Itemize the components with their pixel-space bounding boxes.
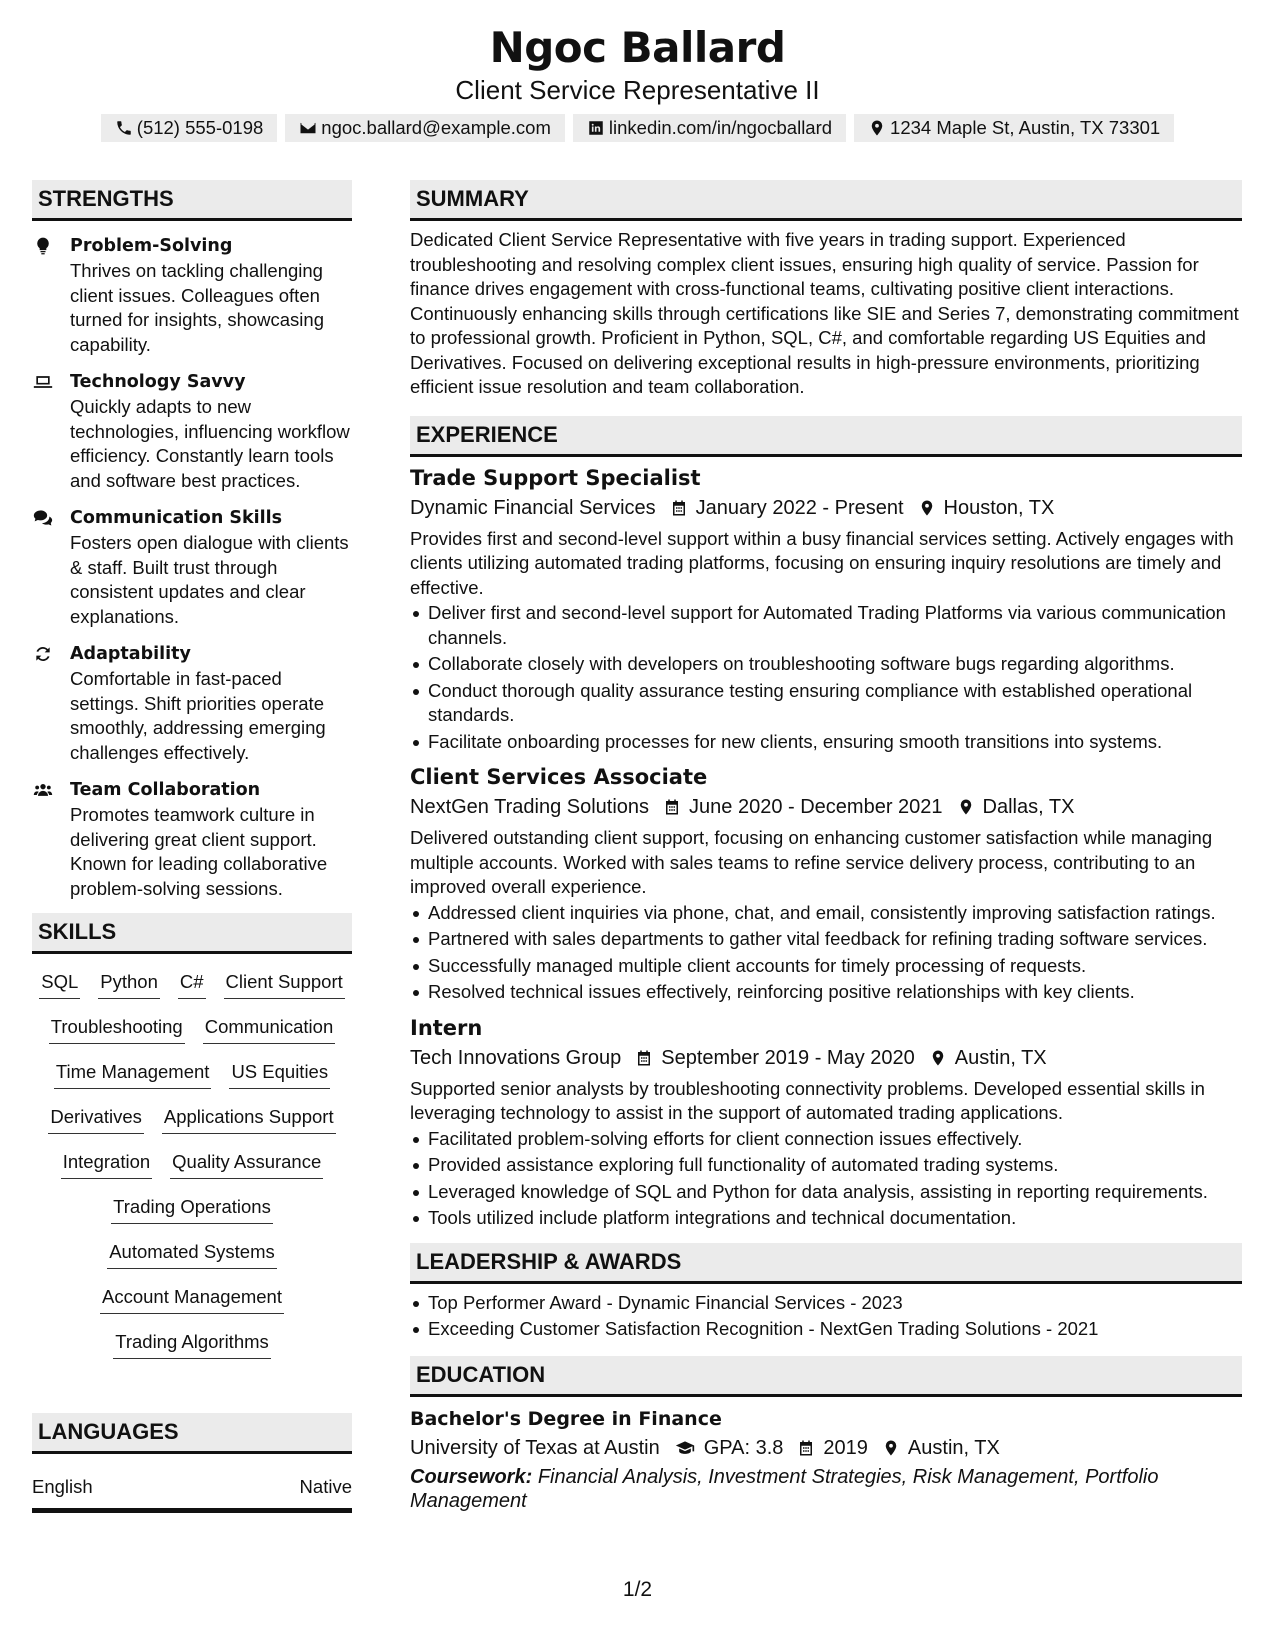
job-entry bbox=[410, 463, 1242, 755]
job-dates: September 2019 - May 2020 bbox=[661, 1046, 915, 1069]
job-title: Client Services Associate bbox=[410, 765, 708, 789]
candidate-name: Ngoc Ballard bbox=[489, 23, 786, 72]
strength-description: Quickly adapts to new technologies, influencing workflow efficiency. Constantly learn tools and software best practices. bbox=[70, 396, 350, 491]
job-location: Dallas, TX bbox=[982, 796, 1075, 818]
job-company: Tech Innovations Group bbox=[410, 1046, 622, 1069]
skill-row bbox=[32, 1013, 352, 1058]
skill-tag: US Equities bbox=[229, 1058, 330, 1089]
job-bullets bbox=[410, 901, 1242, 1005]
job-company: NextGen Trading Solutions bbox=[410, 796, 650, 818]
strength-title: Communication Skills bbox=[70, 508, 283, 528]
education-year: 2019 bbox=[823, 1436, 868, 1459]
education-school: University of Texas at Austin bbox=[410, 1436, 660, 1459]
list-item: Successfully managed multiple client accounts for timely processing of requests. bbox=[410, 954, 1242, 979]
strength-description: Fosters open dialogue with clients & staff. Built trust through consistent updates and clear explanations. bbox=[70, 532, 349, 627]
job-meta bbox=[410, 493, 1242, 523]
strength-item bbox=[32, 505, 352, 629]
map-pin-icon bbox=[868, 119, 886, 137]
job-meta bbox=[410, 792, 1242, 822]
skill-row bbox=[32, 1058, 352, 1103]
left-column bbox=[32, 180, 352, 1513]
skills-list bbox=[32, 968, 352, 1373]
sync-icon bbox=[32, 644, 54, 664]
list-item: Facilitated problem-solving efforts for client connection issues effectively. bbox=[410, 1127, 1242, 1152]
strength-title: Team Collaboration bbox=[70, 780, 261, 800]
users-icon bbox=[32, 780, 54, 800]
skill-tag: C# bbox=[178, 968, 206, 999]
job-description: Delivered outstanding client support, focusing on enhancing customer satisfaction while managing multiple accounts. Worked with sales teams to refine service delivery process, contributing to an improved overall experience. bbox=[410, 827, 1213, 897]
skill-tag: Troubleshooting bbox=[49, 1013, 185, 1044]
laptop-icon bbox=[32, 372, 54, 392]
skill-tag: Automated Systems bbox=[107, 1238, 277, 1269]
resume-header bbox=[0, 0, 1275, 142]
list-item: Leveraged knowledge of SQL and Python for data analysis, assisting in reporting requirements. bbox=[410, 1180, 1242, 1205]
skill-tag: Python bbox=[98, 968, 160, 999]
strength-title: Technology Savvy bbox=[70, 372, 246, 392]
list-item: Addressed client inquiries via phone, chat, and email, consistently improving satisfaction ratings. bbox=[410, 901, 1242, 926]
language-name: English bbox=[32, 1476, 93, 1497]
awards-list bbox=[410, 1291, 1242, 1342]
strength-item bbox=[32, 369, 352, 493]
skill-row bbox=[32, 1283, 352, 1328]
strengths-heading: STRENGTHS bbox=[32, 180, 352, 221]
list-item: Exceeding Customer Satisfaction Recognition - NextGen Trading Solutions - 2021 bbox=[410, 1317, 1242, 1342]
education-meta bbox=[410, 1433, 1242, 1463]
strength-description: Promotes teamwork culture in delivering great client support. Known for leading collaborative problem-solving sessions. bbox=[70, 804, 328, 899]
skill-row bbox=[32, 1193, 352, 1238]
skill-tag: Account Management bbox=[100, 1283, 284, 1314]
list-item: Resolved technical issues effectively, reinforcing positive relationships with key clients. bbox=[410, 980, 1242, 1005]
strength-description: Comfortable in fast-paced settings. Shift priorities operate smoothly, addressing emerging challenges effectively. bbox=[70, 668, 326, 763]
education-heading: EDUCATION bbox=[410, 1356, 1242, 1397]
language-item bbox=[32, 1476, 352, 1513]
skill-tag: SQL bbox=[39, 968, 80, 999]
strength-item bbox=[32, 233, 352, 357]
map-pin-icon bbox=[918, 498, 936, 518]
job-title: Trade Support Specialist bbox=[410, 465, 701, 490]
list-item: Top Performer Award - Dynamic Financial Services - 2023 bbox=[410, 1291, 1242, 1316]
graduation-cap-icon bbox=[674, 1438, 696, 1458]
job-description: Supported senior analysts by troubleshooting connectivity problems. Developed essential skills in leveraging technology to assist in the support of automated trading applications. bbox=[410, 1077, 1205, 1123]
job-entry bbox=[410, 762, 1242, 1005]
contact-address bbox=[854, 114, 1174, 142]
languages-section bbox=[32, 1413, 352, 1513]
skill-tag: Trading Operations bbox=[111, 1193, 273, 1224]
job-bullets bbox=[410, 601, 1242, 754]
job-dates: June 2020 - December 2021 bbox=[689, 796, 943, 818]
strength-item bbox=[32, 777, 352, 901]
languages-heading: LANGUAGES bbox=[32, 1413, 352, 1454]
skill-tag: Trading Algorithms bbox=[113, 1328, 271, 1359]
summary-text: Dedicated Client Service Representative with five years in trading support. Experienced troubleshooting and resolving complex client issues, ensuring high quality of service. Passion for finance drives engagement with cross-functional teams, cultivating positive client interactions. Continuously enhancing skills through certifications like SIE and Series 7, demonstrating commitment to professional growth. Proficient in Python, SQL, C#, and comfortable regarding US Equities and Derivatives. Focused on delivering exceptional results in high-pressure environments, prioritizing efficient issue resolution and team collaboration. bbox=[410, 229, 1239, 397]
strengths-list bbox=[32, 233, 352, 901]
list-item: Partnered with sales departments to gather vital feedback for refining trading software services. bbox=[410, 927, 1242, 952]
map-pin-icon bbox=[957, 797, 975, 817]
calendar-icon bbox=[635, 1048, 653, 1068]
contact-linkedin-text: linkedin.com/in/ngocballard bbox=[608, 117, 833, 138]
calendar-icon bbox=[797, 1438, 815, 1458]
list-item: Tools utilized include platform integrations and technical documentation. bbox=[410, 1206, 1242, 1231]
education-coursework bbox=[410, 1465, 1242, 1514]
awards-heading: LEADERSHIP & AWARDS bbox=[410, 1243, 1242, 1284]
skill-row bbox=[32, 1238, 352, 1283]
contact-email-text: ngoc.ballard@example.com bbox=[321, 117, 551, 138]
strength-title: Adaptability bbox=[70, 644, 191, 664]
lightbulb-icon bbox=[32, 236, 54, 256]
education-gpa: GPA: 3.8 bbox=[703, 1436, 784, 1459]
linkedin-icon bbox=[587, 119, 605, 137]
experience-heading: EXPERIENCE bbox=[410, 416, 1242, 457]
calendar-icon bbox=[663, 797, 681, 817]
job-title: Intern bbox=[410, 1015, 483, 1040]
map-pin-icon bbox=[882, 1438, 900, 1458]
skill-tag: Time Management bbox=[54, 1058, 212, 1089]
calendar-icon bbox=[670, 498, 688, 518]
language-level: Native bbox=[299, 1476, 352, 1497]
job-entry bbox=[410, 1013, 1242, 1231]
job-company: Dynamic Financial Services bbox=[410, 496, 656, 519]
education-location: Austin, TX bbox=[907, 1436, 1000, 1459]
strength-description: Thrives on tackling challenging client issues. Colleagues often turned for insights, showcasing capability. bbox=[70, 260, 324, 355]
job-bullets bbox=[410, 1127, 1242, 1231]
envelope-icon bbox=[299, 119, 317, 137]
job-dates: January 2022 - Present bbox=[695, 496, 904, 519]
right-column bbox=[410, 180, 1242, 1514]
list-item: Facilitate onboarding processes for new clients, ensuring smooth transitions into systems. bbox=[410, 730, 1242, 755]
skill-tag: Derivatives bbox=[48, 1103, 144, 1134]
skill-tag: Quality Assurance bbox=[170, 1148, 323, 1179]
education-degree: Bachelor's Degree in Finance bbox=[410, 1407, 722, 1430]
skill-row bbox=[32, 1328, 352, 1373]
skill-row bbox=[32, 1103, 352, 1148]
skill-tag: Client Support bbox=[224, 968, 345, 999]
strength-title: Problem-Solving bbox=[70, 236, 233, 256]
contact-bar bbox=[0, 114, 1275, 142]
strength-item bbox=[32, 641, 352, 765]
summary-heading: SUMMARY bbox=[410, 180, 1242, 221]
job-meta bbox=[410, 1043, 1242, 1073]
contact-email[interactable] bbox=[285, 114, 565, 142]
skills-heading: SKILLS bbox=[32, 913, 352, 954]
list-item: Collaborate closely with developers on troubleshooting software bugs regarding algorithms. bbox=[410, 652, 1242, 677]
skill-row bbox=[32, 968, 352, 1013]
skill-tag: Communication bbox=[203, 1013, 336, 1044]
contact-address-text: 1234 Maple St, Austin, TX 73301 bbox=[890, 117, 1161, 138]
comments-icon bbox=[32, 508, 54, 528]
list-item: Conduct thorough quality assurance testing ensuring compliance with established operational standards. bbox=[410, 679, 1242, 728]
list-item: Provided assistance exploring full functionality of automated trading systems. bbox=[410, 1153, 1242, 1178]
page-number: 1/2 bbox=[622, 1578, 653, 1601]
contact-linkedin[interactable] bbox=[573, 114, 846, 142]
contact-phone-text: (512) 555-0198 bbox=[136, 117, 264, 138]
candidate-title: Client Service Representative II bbox=[455, 75, 820, 105]
list-item: Deliver first and second-level support for Automated Trading Platforms via various communication channels. bbox=[410, 601, 1242, 650]
map-pin-icon bbox=[929, 1048, 947, 1068]
skill-tag: Applications Support bbox=[162, 1103, 336, 1134]
coursework-text: Financial Analysis, Investment Strategies, Risk Management, Portfolio Management bbox=[410, 1465, 1159, 1512]
skill-row bbox=[32, 1148, 352, 1193]
job-description: Provides first and second-level support within a busy financial services setting. Actively engages with clients utilizing automated trading platforms, focusing on ensuring inquiry resolutions are timely and effective. bbox=[410, 527, 1234, 598]
contact-phone bbox=[101, 114, 278, 142]
skill-tag: Integration bbox=[61, 1148, 152, 1179]
coursework-label: Coursework: bbox=[410, 1465, 533, 1488]
job-location: Austin, TX bbox=[954, 1046, 1047, 1069]
phone-icon bbox=[115, 119, 133, 137]
job-location: Houston, TX bbox=[943, 496, 1055, 519]
